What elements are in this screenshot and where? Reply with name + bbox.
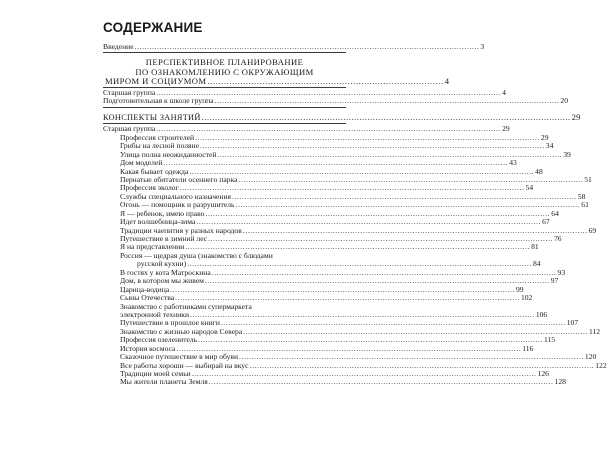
toc-entry-title: В гостях у кота Матроскина xyxy=(120,267,211,277)
section-heading-line: ПЕРСПЕКТИВНОЕ ПЛАНИРОВАНИЕ xyxy=(145,57,304,68)
toc-entry-title: Я на представлении xyxy=(120,242,185,252)
toc-entry xyxy=(103,75,450,86)
toc-entry-title: Путешествие в прошлое книги xyxy=(120,318,220,328)
toc-entry-page: 84 xyxy=(532,259,541,269)
toc-entry-title: Старшая группа xyxy=(103,124,156,134)
toc-entry-page: 69 xyxy=(588,225,597,235)
toc-entry-page: 97 xyxy=(550,276,559,286)
leader-dots: .......................................................................................................................................... xyxy=(220,318,566,328)
leader-dots: .......................................................................................................................................... xyxy=(170,284,515,294)
toc-entry-page: 54 xyxy=(525,183,534,193)
toc-entry-page: 58 xyxy=(577,191,586,201)
leader-dots: .......................................................................................................................................... xyxy=(239,352,584,362)
leader-dots: .......................................................................................................................................... xyxy=(176,343,522,353)
toc-entry-title: Улица полна неожиданностей xyxy=(120,149,217,159)
page-title: СОДЕРЖАНИЕ xyxy=(103,20,203,35)
leader-dots: .......................................................................................................................................... xyxy=(217,149,563,159)
toc-entry-page: 29 xyxy=(502,124,510,134)
leader-dots: .......................................................................................................................................... xyxy=(205,208,551,218)
toc-entry-title: Путешествие в зимний лес xyxy=(120,234,208,244)
toc-entry-title: История космоса xyxy=(120,343,176,353)
toc-entry-title: Мы жители планеты Земля xyxy=(120,377,208,387)
toc-entry-title: Подготовительная к школе группа xyxy=(103,96,214,106)
leader-dots: .......................................................................................................................................... xyxy=(179,183,525,193)
toc-entry-title: Службы специального назначения xyxy=(120,191,232,201)
leader-dots: ...................................................................................... xyxy=(207,75,444,86)
toc-entry-page: 106 xyxy=(535,309,548,319)
leader-dots: .......................................................................................................................................... xyxy=(201,112,571,122)
leader-dots: .......................................................................................................................................... xyxy=(191,369,537,379)
leader-dots: .......................................................................................................................................... xyxy=(163,158,509,168)
leader-dots: .......................................................................................................................................... xyxy=(208,377,554,387)
leader-dots: .......................................................................................................................................... xyxy=(196,217,542,227)
leader-dots: .......................................................................................................................................... xyxy=(190,309,535,319)
toc-entry-page: 122 xyxy=(595,360,607,370)
toc-entry-page: 64 xyxy=(551,208,559,218)
divider xyxy=(103,107,346,108)
toc-entry-title: Грибы на лесной поляне xyxy=(120,141,199,151)
leader-dots: .......................................................................................................................................... xyxy=(189,166,535,176)
leader-dots: .......................................................................................................................................... xyxy=(204,276,550,286)
toc-entry-title: Какая бывает одежда xyxy=(120,166,189,176)
divider xyxy=(103,52,346,53)
toc-entry-page: 61 xyxy=(581,200,589,210)
leader-dots: .......................................................................................................................................... xyxy=(232,191,577,201)
toc-entry xyxy=(103,112,581,122)
leader-dots: .......................................................................................................................................... xyxy=(175,293,520,303)
toc-entry-title: электронной техники xyxy=(120,309,190,319)
toc-entry-page: 29 xyxy=(540,132,549,142)
toc-entry-title: Все работы хороши — выбирай на вкус xyxy=(120,360,249,370)
leader-dots: .......................................................................................................................................... xyxy=(198,335,543,345)
section-heading-line: МИРОМ И СОЦИУМОМ xyxy=(105,75,207,86)
section-heading-line: ПО ОЗНАКОМЛЕНИЮ С ОКРУЖАЮЩИМ xyxy=(135,66,314,77)
toc-entry-page: 128 xyxy=(554,377,566,387)
toc-entry-page: 120 xyxy=(584,352,597,362)
toc-entry-page: 48 xyxy=(535,166,543,176)
toc-entry-page: 39 xyxy=(563,149,571,159)
toc-entry-page: 116 xyxy=(522,343,534,353)
toc-entry-title: Традиции чаепития у разных народов xyxy=(120,225,242,235)
table-of-contents xyxy=(103,41,607,387)
toc-entry-title: Я — ребенок, имею право xyxy=(120,208,205,218)
toc-entry-title: Профессия озеленитель xyxy=(120,335,198,345)
toc-entry-title: Огонь — помощник и разрушитель xyxy=(120,200,235,210)
toc-entry-title: русской кухни) xyxy=(137,259,187,269)
leader-dots: .......................................................................................................................................... xyxy=(195,132,540,142)
toc-entry-page: 20 xyxy=(560,96,568,106)
toc-entry-page: 81 xyxy=(531,242,539,252)
leader-dots: .......................................................................................................................................... xyxy=(156,88,502,98)
toc-entry xyxy=(103,96,568,106)
leader-dots: .......................................................................................................................................... xyxy=(235,200,581,210)
toc-entry-page: 51 xyxy=(584,174,592,184)
leader-dots: .......................................................................................................................................... xyxy=(200,141,545,151)
toc-entry-title: Царица-водица xyxy=(120,284,170,294)
toc-entry xyxy=(103,41,485,51)
toc-entry-title: Идет волшебница-зима xyxy=(120,217,196,227)
section-heading-planning xyxy=(103,57,450,86)
toc-entry-title: Знакомство с жизнью народов Севера xyxy=(120,326,243,336)
toc-entry-page: 115 xyxy=(543,335,556,345)
toc-entry-page: 4 xyxy=(444,75,450,86)
leader-dots: .......................................................................................................................................... xyxy=(156,124,502,134)
toc-entry-page: 93 xyxy=(557,267,566,277)
leader-dots: .......................................................................................................................................... xyxy=(214,96,560,106)
toc-entry-title: Сказочное путешествие в мир обуви xyxy=(120,352,239,362)
toc-entry-title: Россия — щедрая душа (знакомство с блюдами xyxy=(120,250,273,260)
leader-dots: .......................................................................................................................................... xyxy=(134,41,480,51)
leader-dots: .......................................................................................................................................... xyxy=(208,234,553,244)
toc-entry-page: 107 xyxy=(566,318,579,328)
toc-entry-page: 67 xyxy=(542,217,550,227)
toc-entry-title: Знакомство с работниками супермаркета xyxy=(120,301,252,311)
leader-dots: .......................................................................................................................................... xyxy=(185,242,531,252)
toc-entry xyxy=(103,377,566,387)
toc-entry-page: 76 xyxy=(553,234,562,244)
section-heading-notes: КОНСПЕКТЫ ЗАНЯТИЙ xyxy=(103,112,201,122)
toc-entry-title: Введение xyxy=(103,41,134,51)
toc-entry-page: 102 xyxy=(520,293,533,303)
toc-entry-page: 29 xyxy=(571,112,581,122)
toc-entry-page: 3 xyxy=(480,41,485,51)
leader-dots: .......................................................................................................................................... xyxy=(187,259,532,269)
toc-entry-title: Профессия строителей xyxy=(120,132,195,142)
toc-entry-title: Традиции моей семьи xyxy=(120,369,191,379)
toc-entry-title: Дом, в котором мы живем xyxy=(120,276,204,286)
leader-dots: .......................................................................................................................................... xyxy=(238,174,584,184)
toc-entry-page: 4 xyxy=(502,88,506,98)
toc-entry-title: Дом моделей xyxy=(120,158,163,168)
toc-entry-title: Старшая группа xyxy=(103,88,156,98)
toc-entry-title: Пернатые обитатели осеннего парка xyxy=(120,174,238,184)
toc-entry-page: 112 xyxy=(588,326,601,336)
toc-entry-title: Сыны Отечества xyxy=(120,293,175,303)
leader-dots: .......................................................................................................................................... xyxy=(243,326,588,336)
toc-entry-page: 43 xyxy=(509,158,517,168)
leader-dots: .......................................................................................................................................... xyxy=(211,267,557,277)
leader-dots: .......................................................................................................................................... xyxy=(242,225,588,235)
toc-entry-page: 99 xyxy=(515,284,524,294)
toc-entry-page: 126 xyxy=(537,369,549,379)
toc-entry-title: Профессия эколог xyxy=(120,183,179,193)
toc-entry-page: 34 xyxy=(545,141,554,151)
leader-dots: .......................................................................................................................................... xyxy=(249,360,595,370)
